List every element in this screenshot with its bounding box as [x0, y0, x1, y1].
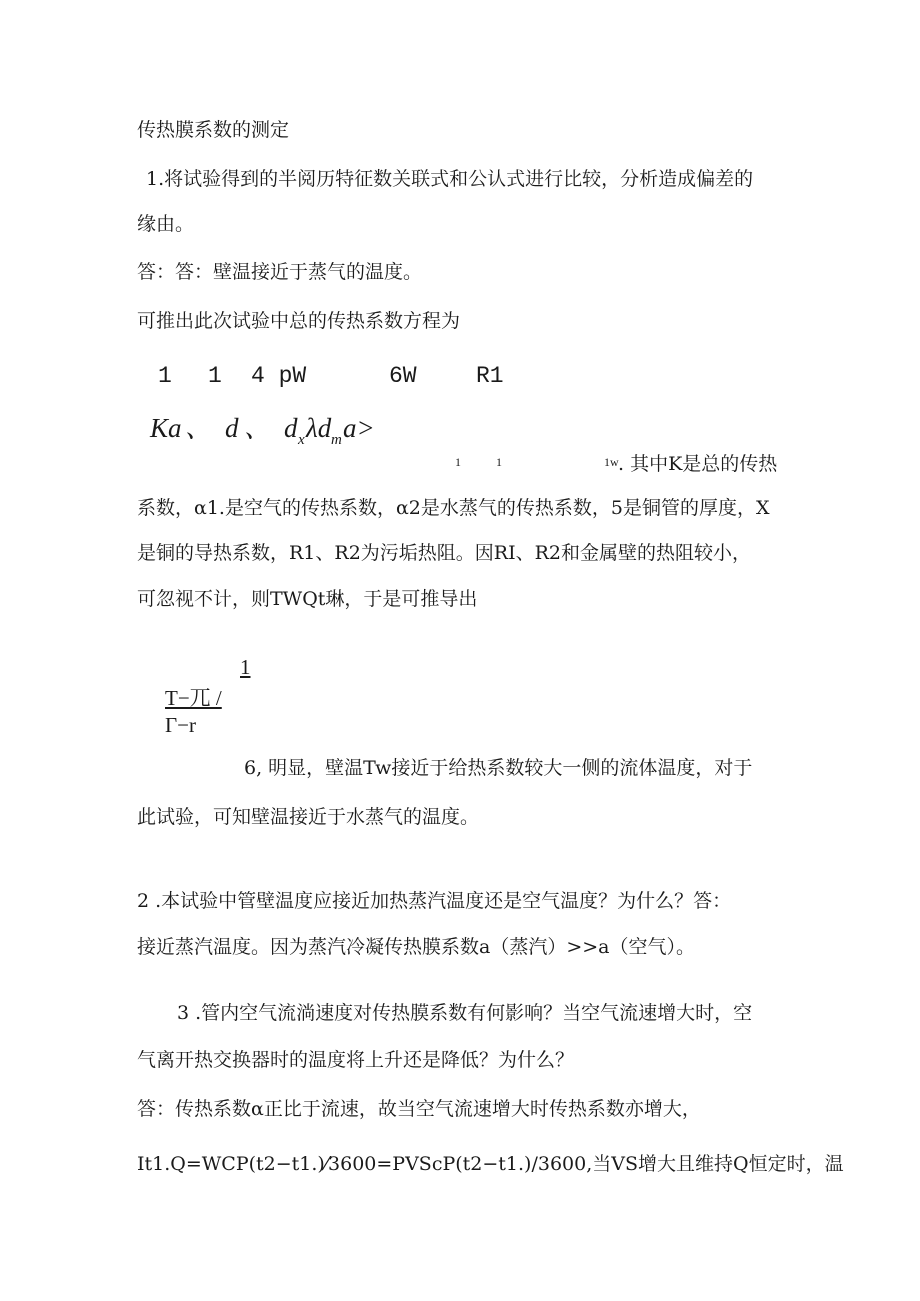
eq-row2-sub-m: m — [331, 432, 342, 448]
answer-3-line-1: 答：传热系数α正比于流速，故当空气流速增大时传热系数亦增大， — [137, 1098, 701, 1120]
eq-sub-1a: 1 — [455, 455, 461, 469]
paragraph-1-line-4: 可忽视不计，则TWQt琳，于是可推导出 — [137, 588, 478, 610]
question-2-line-2: 接近蒸汽温度。因为蒸汽冷凝传热膜系数a（蒸汽）>>a（空气）。 — [137, 936, 695, 958]
question-3-line-2: 气离开热交换器时的温度将上升还是降低？为什么？ — [137, 1049, 575, 1071]
eq-row2-sep-1: 、 — [185, 413, 212, 443]
paragraph-2-line-1: 6, 明显，壁温Tw接近于给热系数较大一侧的流体温度，对于 — [244, 757, 753, 779]
paragraph-1-line-2: 系数，α1.是空气的传热系数，α2是水蒸气的传热系数，5是铜管的厚度，X — [137, 497, 770, 519]
question-1-line-1: 1.将试验得到的半阅历特征数关联式和公认式进行比较，分析造成偏差的 — [146, 168, 754, 190]
eq-sub-1b: 1 — [496, 455, 502, 469]
fraction-middle: T−兀 / — [165, 686, 222, 710]
eq-row1-term-1: 1 — [158, 363, 172, 389]
eq-row2-a: a> — [343, 413, 375, 443]
fraction-denominator: Γ−r — [165, 713, 196, 737]
eq-row2-d2: d — [284, 413, 298, 443]
fraction-numerator: 1 — [240, 655, 251, 679]
question-2-line-1: 2 .本试验中管壁温度应接近加热蒸汽温度还是空气温度？为什么？答： — [137, 890, 732, 912]
eq-sub-1w: 1w — [604, 455, 619, 469]
eq-row1-term-5: R1 — [476, 363, 504, 389]
paragraph-2-line-2: 此试验，可知壁温接近于水蒸气的温度。 — [137, 806, 480, 828]
eq-row2-sep-2: 、 — [244, 413, 271, 443]
eq-row2-lambda-d: λd — [306, 413, 332, 443]
paragraph-1-line-3: 是铜的导热系数，R1、R2为污垢热阻。因RI、R2和金属壁的热阻较小， — [137, 542, 751, 564]
eq-row1-term-3: 4 pW — [251, 363, 307, 389]
eq-row1-term-4: 6W — [389, 363, 417, 389]
eq-row2-sub-x: x — [298, 432, 305, 448]
paragraph-1-line-1: . 其中K是总的传热 — [618, 453, 778, 475]
question-3-line-1: 3 .管内空气流淌速度对传热膜系数有何影响？当空气流速增大时，空 — [177, 1002, 753, 1024]
equation-intro: 可推出此次试验中总的传热系数方程为 — [137, 310, 461, 332]
eq-row2-ka: Ka — [150, 413, 182, 443]
eq-row2-d1: d — [225, 413, 239, 443]
answer-1-line: 答：答：壁温接近于蒸气的温度。 — [137, 261, 423, 283]
eq-row1-term-2: 1 — [208, 363, 222, 389]
answer-3-line-2: It1.Q=WCP(t2−t1.)⁄3600=PVScP(t2−t1.)/3600,当VS增大且维持Q恒定时，温 — [137, 1153, 844, 1175]
doc-title: 传热膜系数的测定 — [137, 119, 290, 141]
question-1-line-2: 缘由。 — [137, 213, 195, 235]
